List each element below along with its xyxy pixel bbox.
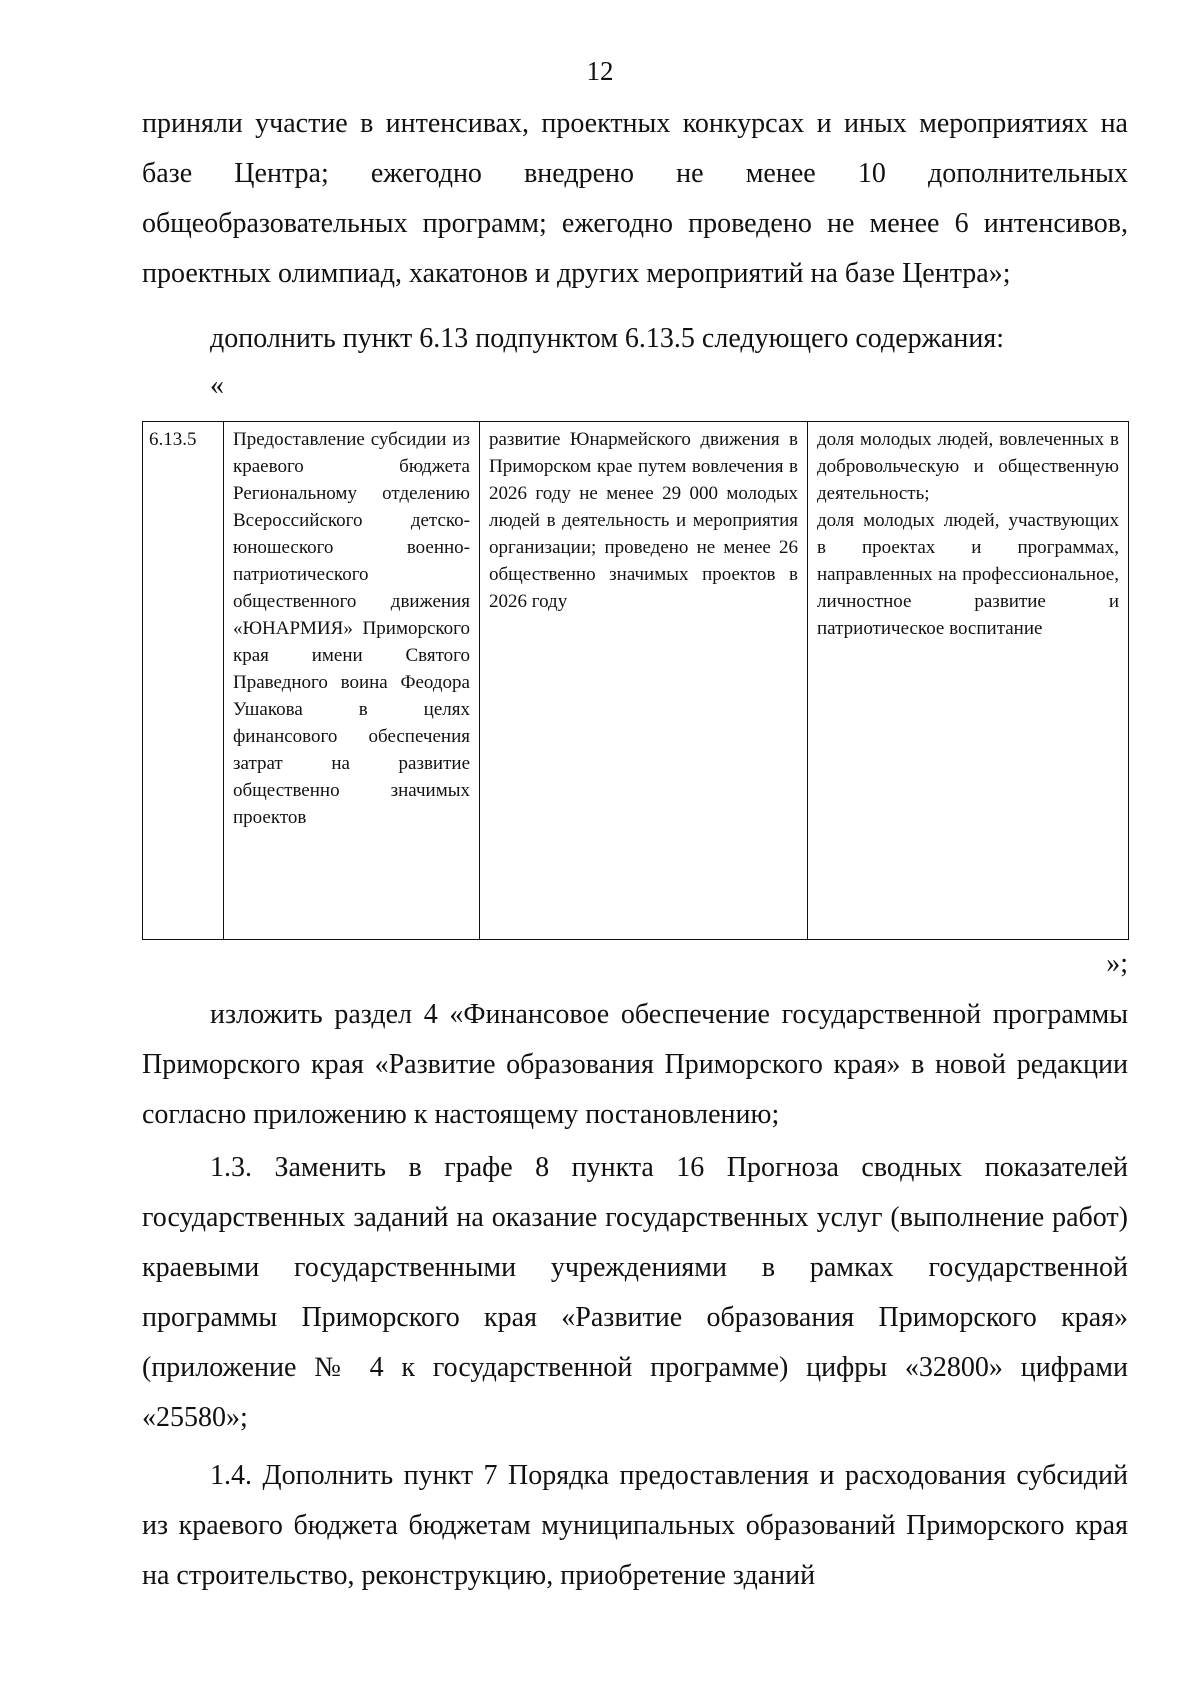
- paragraph-continuation: приняли участие в интенсивах, проектных конкурсах и иных мероприятиях на базе Центра; ежегодно внедрено не менее 10 дополнительных общеобразовательных программ; ежегодно проведено не менее 6 интенсивов, проектных олимпиад, хакатонов и других мероприятий на базе Центра»;: [142, 108, 1128, 289]
- quote-close-mark: »;: [1106, 948, 1128, 979]
- item-description-cell: Предоставление субсидии из краевого бюджета Региональному отделению Всероссийского детско-юношеского военно-патриотического общественного движения «ЮНАРМИЯ» Приморского края имени Святого Праведного воина Феодора Ушакова в целях финансового обеспечения затрат на развитие общественно значимых проектов: [224, 422, 480, 940]
- item-indicator-cell: [808, 422, 1129, 940]
- paragraph-1-4: 1.4. Дополнить пункт 7 Порядка предоставления и расходования субсидий из краевого бюджета бюджетам муниципальных образований Приморского края на строительство, реконструкцию, приобретение зданий: [142, 1460, 1128, 1591]
- item-number-cell: 6.13.5: [143, 422, 224, 940]
- provision-table: [142, 421, 1129, 940]
- paragraph-amend-6-13: дополнить пункт 6.13 подпунктом 6.13.5 следующего содержания:: [210, 323, 1005, 354]
- item-result-cell: развитие Юнармейского движения в Приморском крае путем вовлечения в 2026 году не менее 29 000 молодых людей в деятельность и мероприятия организации; проведено не менее 26 общественно значимых проектов в 2026 году: [480, 422, 808, 940]
- paragraph-section-4: изложить раздел 4 «Финансовое обеспечение государственной программы Приморского края «Развитие образования Приморского края» в новой редакции согласно приложению к настоящему постановлению;: [142, 999, 1128, 1130]
- indicator-1: доля молодых людей, вовлеченных в добровольческую и общественную деятельность;: [817, 429, 1119, 504]
- page-number: 12: [586, 56, 614, 86]
- table-row: [143, 422, 1129, 940]
- quote-open-mark: «: [210, 370, 224, 401]
- paragraph-1-3: 1.3. Заменить в графе 8 пункта 16 Прогноза сводных показателей государственных заданий на оказание государственных услуг (выполнение работ) краевыми государственными учреждениями в рамках государственной программы Приморского края «Развитие образования Приморского края» (приложение № 4 к государственной программе) цифры «32800» цифрами «25580»;: [142, 1152, 1128, 1433]
- indicator-2: доля молодых людей, участвующих в проектах и программах, направленных на профессиональное, личностное развитие и патриотическое воспитание: [817, 510, 1119, 639]
